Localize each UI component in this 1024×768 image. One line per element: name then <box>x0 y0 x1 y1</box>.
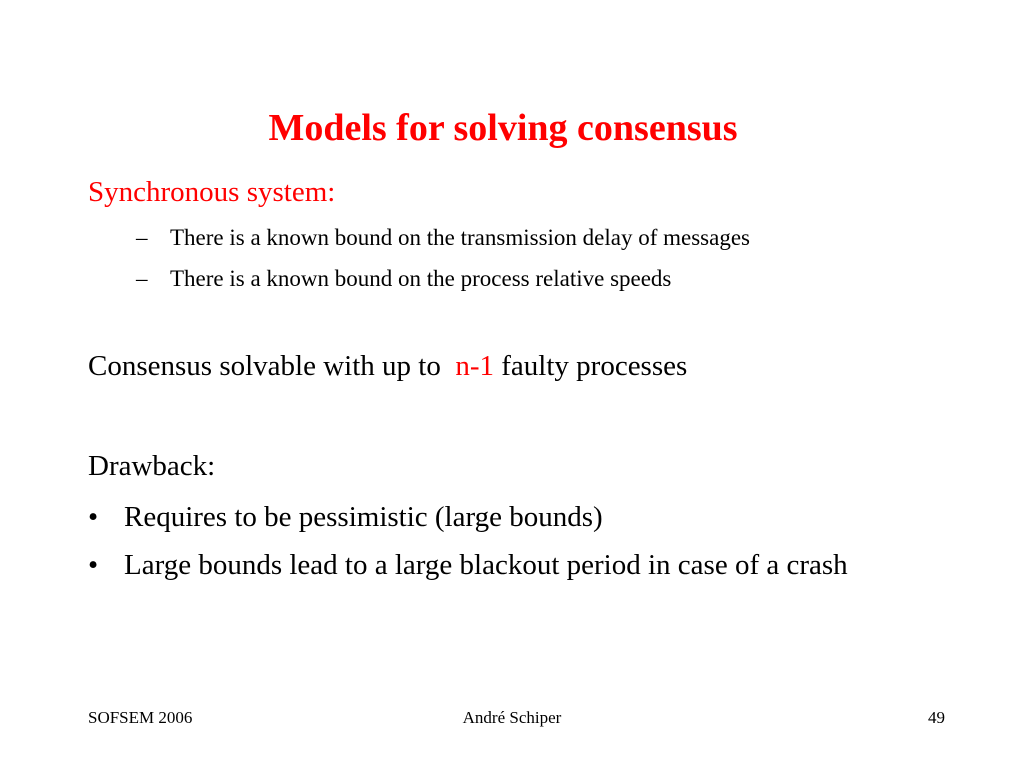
faulty-process-limit: n-1 <box>455 350 495 382</box>
synchronous-point-transmission-delay <box>136 223 750 252</box>
dash-marker: – <box>136 225 148 250</box>
drawback-blackout-period <box>88 545 928 585</box>
synchronous-point-process-speeds <box>136 264 750 293</box>
drawback-text: Large bounds lead to a large blackout period in case of a crash <box>124 549 848 581</box>
consensus-statement-prefix: Consensus solvable with up to <box>88 350 441 382</box>
synchronous-system-heading: Synchronous system: <box>88 176 336 208</box>
author-name: André Schiper <box>462 708 562 727</box>
drawback-text: Requires to be pessimistic (large bounds) <box>124 501 603 533</box>
point-text: There is a known bound on the transmission delay of messages <box>170 225 750 250</box>
point-text: There is a known bound on the process relative speeds <box>170 266 672 291</box>
drawback-pessimistic-bounds <box>88 497 928 537</box>
bullet-marker: • <box>88 549 99 581</box>
drawback-heading: Drawback: <box>88 450 216 482</box>
dash-marker: – <box>136 266 148 291</box>
consensus-statement-suffix: faulty processes <box>501 350 688 382</box>
synchronous-system-points <box>136 223 750 305</box>
bullet-marker: • <box>88 501 99 533</box>
conference-name: SOFSEM 2006 <box>88 708 193 727</box>
slide-number: 49 <box>928 708 945 727</box>
consensus-statement <box>88 348 687 384</box>
slide-title: Models for solving consensus <box>268 107 738 150</box>
drawback-list <box>88 497 928 593</box>
